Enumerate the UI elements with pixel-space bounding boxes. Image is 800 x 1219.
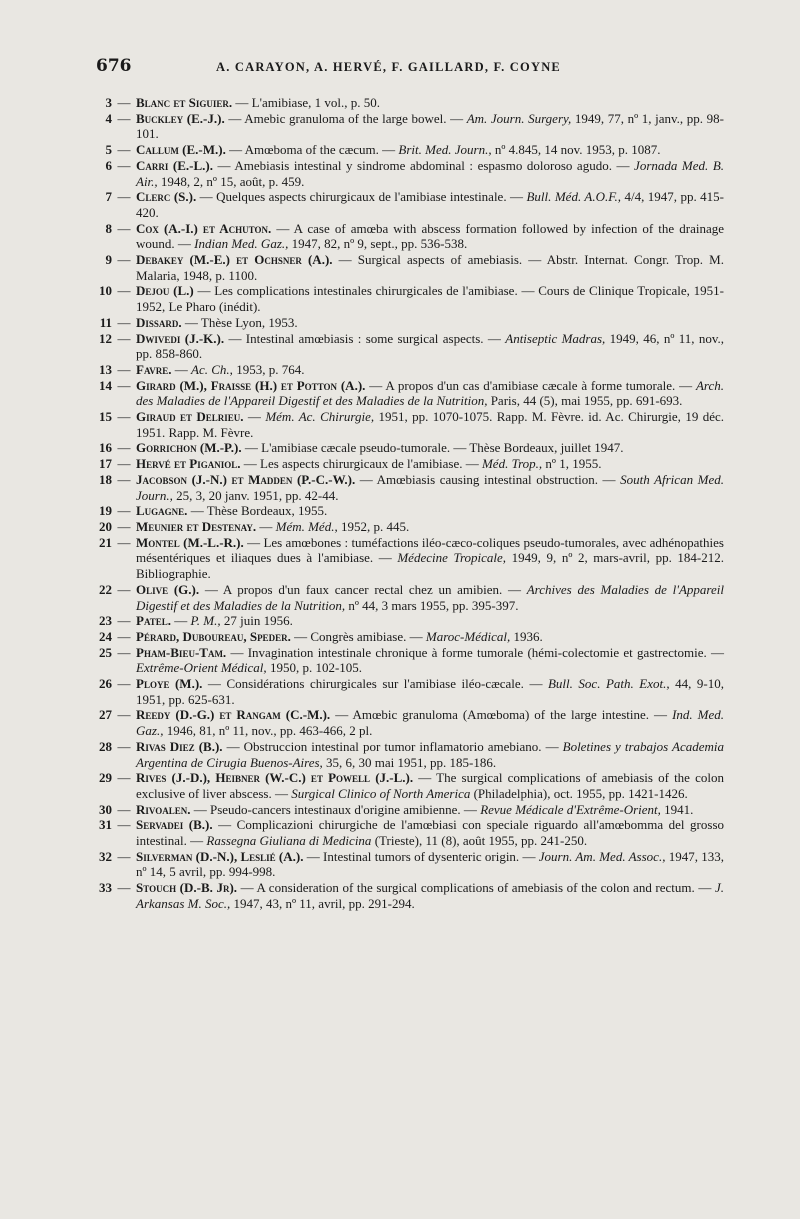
- reference-details: (Trieste), 11 (8), août 1955, pp. 241-250.: [371, 833, 588, 849]
- reference-entry: [90, 739, 724, 770]
- reference-authors: Rives (J.-D.), Heibner (W.-C.) et Powell (J.-L.).: [136, 770, 414, 786]
- reference-dash: —: [117, 110, 131, 126]
- reference-dash: —: [117, 157, 131, 173]
- reference-dash: —: [117, 503, 131, 519]
- reference-journal: Journ. Am. Med. Assoc.,: [538, 848, 666, 864]
- reference-number: 32: [99, 848, 112, 864]
- reference-text: [136, 645, 724, 676]
- reference-entry: [90, 503, 724, 519]
- reference-text: [136, 613, 724, 629]
- reference-text: [136, 472, 724, 503]
- reference-journal: Maroc-Médical,: [425, 628, 511, 644]
- reference-number: 22: [99, 581, 112, 597]
- reference-entry: [90, 378, 724, 409]
- reference-entry: [90, 880, 724, 911]
- reference-text: [136, 582, 724, 613]
- reference-body: — Les amœbones : tuméfactions iléo-cæco-coliques pseudo-tumorales, avec adhénopathies mésentériques et iliaques dues à l'amibiase. —: [136, 534, 724, 566]
- reference-journal: Méd. Trop.,: [481, 456, 543, 472]
- reference-body: — Thèse Lyon, 1953.: [181, 314, 298, 330]
- reference-details: nº 1, 1955.: [542, 456, 602, 472]
- reference-number: 29: [99, 770, 112, 786]
- reference-dash: —: [117, 880, 131, 896]
- reference-details: 1949, 46, nº 11, nov., pp. 858-860.: [136, 330, 724, 362]
- reference-body: —: [171, 361, 192, 377]
- reference-authors: Dissard.: [136, 314, 182, 330]
- reference-body: — Amœboma of the cæcum. —: [225, 142, 399, 158]
- reference-details: 1953, p. 764.: [232, 361, 305, 377]
- reference-journal: Extrême-Orient Médical,: [136, 660, 267, 676]
- reference-entry: [90, 283, 724, 314]
- reference-dash: —: [117, 95, 131, 110]
- reference-dash: —: [117, 770, 131, 786]
- reference-journal: Mém. Ac. Chirurgie,: [265, 409, 375, 425]
- reference-body: — A case of amœba with abscess formation followed by infection of the drainage wound. —: [136, 220, 724, 252]
- reference-authors: Lugagne.: [136, 503, 188, 519]
- reference-details: 1941.: [660, 801, 694, 817]
- reference-entry: [90, 707, 724, 738]
- reference-number: 8: [105, 220, 112, 236]
- reference-authors: Silverman (D.-N.), Leslié (A.).: [136, 848, 304, 864]
- reference-authors: Gorrichon (M.-P.).: [136, 440, 242, 456]
- reference-text: [136, 519, 724, 535]
- reference-entry: [90, 849, 724, 880]
- reference-body: — Amebiasis intestinal y sindrome abdominal : espasmo doloroso agudo. —: [213, 157, 635, 173]
- reference-authors: Reedy (D.-G.) et Rangam (C.-M.).: [136, 707, 331, 723]
- reference-journal: Archives des Maladies de l'Appareil Digestif et des Maladies de la Nutrition,: [136, 581, 724, 613]
- reference-dash: —: [117, 330, 131, 346]
- reference-authors: Jacobson (J.-N.) et Madden (P.-C.-W.).: [136, 471, 356, 487]
- reference-text: [136, 456, 724, 472]
- reference-dash: —: [117, 142, 131, 158]
- page-header: [96, 56, 726, 76]
- reference-entry: [90, 142, 724, 158]
- reference-body: — Obstruccion intestinal por tumor inflamatorio amebiano. —: [222, 738, 563, 754]
- reference-text: [136, 707, 724, 738]
- reference-text: [136, 802, 724, 818]
- reference-details: 1949, 9, nº 2, mars-avril, pp. 184-212. Bibliographie.: [136, 550, 724, 582]
- reference-authors: Ploye (M.).: [136, 676, 203, 692]
- reference-number: 5: [105, 142, 112, 158]
- reference-entry: [90, 362, 724, 378]
- reference-journal: Revue Médicale d'Extrême-Orient,: [480, 801, 661, 817]
- reference-number: 20: [99, 518, 112, 534]
- reference-authors: Servadei (B.).: [136, 817, 213, 833]
- reference-text: [136, 817, 724, 848]
- reference-entry: [90, 817, 724, 848]
- reference-journal: Mém. Méd.,: [275, 518, 338, 534]
- reference-list: [90, 95, 724, 912]
- reference-body: — Thèse Bordeaux, 1955.: [187, 503, 328, 519]
- reference-authors: Stouch (D.-B. Jr).: [136, 880, 238, 896]
- reference-authors: Rivas Diez (B.).: [136, 738, 223, 754]
- reference-journal: Ac. Ch.,: [191, 361, 233, 377]
- reference-text: [136, 142, 724, 158]
- reference-text: [136, 880, 724, 911]
- reference-entry: [90, 331, 724, 362]
- reference-authors: Debakey (M.-E.) et Ochsner (A.).: [136, 252, 333, 268]
- reference-entry: [90, 535, 724, 582]
- reference-dash: —: [117, 848, 131, 864]
- reference-dash: —: [117, 628, 131, 644]
- reference-text: [136, 315, 724, 331]
- reference-entry: [90, 158, 724, 189]
- reference-text: [136, 440, 724, 456]
- reference-dash: —: [117, 409, 131, 425]
- reference-authors: Giraud et Delrieu.: [136, 409, 244, 425]
- reference-number: 19: [99, 503, 112, 519]
- reference-dash: —: [117, 676, 131, 692]
- reference-text: [136, 535, 724, 582]
- reference-authors: Meunier et Destenay.: [136, 518, 257, 534]
- reference-details: 4/4, 1947, pp. 415-420.: [136, 189, 725, 220]
- reference-text: [136, 770, 724, 801]
- reference-dash: —: [117, 801, 131, 817]
- reference-number: 23: [99, 613, 112, 629]
- reference-dash: —: [117, 644, 131, 660]
- reference-dash: —: [117, 738, 131, 754]
- reference-number: 33: [99, 880, 112, 896]
- reference-details: 1950, p. 102-105.: [266, 660, 363, 676]
- reference-body: — Les aspects chirurgicaux de l'amibiase. —: [240, 456, 482, 472]
- reference-entry: [90, 582, 724, 613]
- reference-entry: [90, 111, 724, 142]
- reference-authors: Pérard, Duboureau, Speder.: [136, 628, 291, 644]
- reference-authors: Dwivedi (J.-K.).: [136, 330, 225, 346]
- reference-text: [136, 252, 724, 283]
- reference-authors: Buckley (E.-J.).: [136, 110, 225, 126]
- reference-journal: Bull. Soc. Path. Exot.,: [547, 676, 670, 692]
- reference-dash: —: [117, 534, 131, 550]
- reference-body: — L'amibiase, 1 vol., p. 50.: [232, 95, 381, 110]
- reference-details: (Philadelphia), oct. 1955, pp. 1421-1426.: [470, 785, 688, 801]
- reference-text: [136, 283, 724, 314]
- reference-dash: —: [117, 707, 131, 723]
- reference-journal: Surgical Clinico of North America: [291, 785, 471, 801]
- reference-body: — Congrès amibiase. —: [290, 628, 426, 644]
- reference-journal: Jornada Med. B. Air.,: [136, 157, 725, 189]
- reference-body: — Pseudo-cancers intestinaux d'origine amibienne. —: [190, 801, 481, 817]
- reference-journal: Bull. Méd. A.O.F.,: [526, 189, 622, 205]
- reference-number: 9: [105, 252, 112, 268]
- reference-authors: Dejou (L.): [136, 283, 194, 299]
- reference-dash: —: [117, 456, 131, 472]
- reference-number: 11: [99, 314, 112, 330]
- reference-journal: Rassegna Giuliana di Medicina: [206, 833, 372, 849]
- reference-number: 13: [99, 361, 112, 377]
- reference-authors: Callum (E.-M.).: [136, 142, 226, 158]
- reference-dash: —: [117, 471, 131, 487]
- reference-entry: [90, 676, 724, 707]
- reference-journal: Brit. Med. Journ.,: [398, 142, 492, 158]
- reference-authors: Rivoalen.: [136, 801, 191, 817]
- running-head: A. CARAYON, A. HERVÉ, F. GAILLARD, F. COYNE: [216, 60, 561, 74]
- reference-number: 17: [99, 456, 112, 472]
- reference-details: Paris, 44 (5), mai 1955, pp. 691-693.: [487, 393, 683, 409]
- reference-body: — Quelques aspects chirurgicaux de l'amibiase intestinale. —: [196, 189, 527, 205]
- reference-authors: Blanc et Siguier.: [136, 95, 233, 110]
- reference-text: [136, 331, 724, 362]
- reference-body: — A consideration of the surgical complications of amebiasis of the colon and rectum. —: [237, 880, 715, 896]
- reference-details: nº 4.845, 14 nov. 1953, p. 1087.: [491, 142, 661, 158]
- reference-number: 27: [99, 707, 112, 723]
- reference-authors: Pham-Bieu-Tam.: [136, 644, 227, 660]
- reference-entry: [90, 645, 724, 676]
- reference-dash: —: [117, 377, 131, 393]
- reference-body: — Considérations chirurgicales sur l'amibiase iléo-cæcale. —: [202, 676, 548, 692]
- reference-dash: —: [117, 252, 131, 268]
- reference-text: [136, 111, 724, 142]
- reference-entry: [90, 613, 724, 629]
- reference-authors: Cox (A.-I.) et Achuton.: [136, 220, 272, 236]
- reference-journal: Médecine Tropicale,: [397, 550, 507, 566]
- reference-details: 27 juin 1956.: [220, 613, 293, 629]
- page-number: 676: [96, 56, 132, 76]
- reference-dash: —: [117, 518, 131, 534]
- reference-entry: [90, 221, 724, 252]
- reference-authors: Montel (M.-L.-R.).: [136, 534, 244, 550]
- reference-number: 12: [99, 330, 112, 346]
- reference-journal: Boletines y trabajos Academia Argentina de Cirugia Buenos-Aires,: [136, 738, 725, 770]
- reference-authors: Girard (M.), Fraisse (H.) et Potton (A.).: [136, 377, 366, 393]
- reference-body: —: [243, 409, 266, 425]
- reference-body: — Les complications intestinales chirurgicales de l'amibiase. — Cours de Clinique Tropicale, 1951-1952, Le Pharo (inédit).: [136, 283, 724, 315]
- reference-body: — A propos d'un cas d'amibiase cæcale à forme tumorale. —: [365, 377, 696, 393]
- reference-journal: South African Med. Journ.,: [136, 471, 724, 503]
- reference-body: — Intestinal tumors of dysenteric origin. —: [303, 848, 539, 864]
- reference-dash: —: [117, 440, 131, 456]
- reference-journal: Antiseptic Madras,: [505, 330, 606, 346]
- reference-text: [136, 95, 724, 111]
- reference-details: 1951, pp. 1070-1075. Rapp. M. Fèvre. id. Ac. Chirurgie, 19 déc. 1951. Rapp. M. Fèvre.: [136, 409, 725, 440]
- reference-entry: [90, 252, 724, 283]
- reference-text: [136, 739, 724, 770]
- reference-journal: J. Arkansas M. Soc.,: [136, 880, 724, 911]
- reference-dash: —: [117, 189, 131, 205]
- reference-journal: Arch. des Maladies de l'Appareil Digestif et des Maladies de la Nutrition,: [136, 377, 724, 409]
- reference-number: 28: [99, 738, 112, 754]
- reference-number: 4: [105, 110, 112, 126]
- reference-text: [136, 189, 724, 220]
- reference-text: [136, 221, 724, 252]
- reference-entry: [90, 770, 724, 801]
- reference-details: 1947, 43, nº 11, avril, pp. 291-294.: [230, 895, 415, 911]
- reference-body: — Complicazioni chirurgiche de l'amœbiasi con speciale riguardo all'amœbomma del grosso intestinal. —: [136, 817, 724, 849]
- reference-number: 3: [105, 95, 112, 110]
- reference-details: 1948, 2, nº 15, août, p. 459.: [157, 173, 305, 189]
- reference-text: [136, 849, 724, 880]
- reference-body: —: [256, 518, 276, 534]
- reference-number: 6: [105, 157, 112, 173]
- reference-number: 21: [99, 534, 112, 550]
- reference-body: — Amœbic granuloma (Amœboma) of the large intestine. —: [330, 707, 673, 723]
- reference-body: — Amœbiasis causing intestinal obstruction. —: [355, 471, 621, 487]
- reference-authors: Clerc (S.).: [136, 189, 197, 205]
- reference-entry: [90, 519, 724, 535]
- reference-authors: Patel.: [136, 613, 172, 629]
- reference-text: [136, 503, 724, 519]
- reference-text: [136, 378, 724, 409]
- reference-number: 26: [99, 676, 112, 692]
- reference-entry: [90, 472, 724, 503]
- reference-journal: Indian Med. Gaz.,: [194, 236, 289, 252]
- reference-authors: Olive (G.).: [136, 581, 200, 597]
- reference-body: — Intestinal amœbiasis : some surgical aspects. —: [224, 330, 506, 346]
- reference-details: 1949, 77, nº 1, janv., pp. 98-101.: [136, 110, 724, 142]
- reference-number: 18: [99, 471, 112, 487]
- reference-body: — Amebic granuloma of the large bowel. —: [224, 110, 467, 126]
- reference-body: — The surgical complications of amebiasis of the colon exclusive of liver abscess. —: [136, 770, 724, 801]
- reference-body: — A propos d'un faux cancer rectal chez un amibien. —: [199, 581, 527, 597]
- reference-details: 1947, 133, nº 14, 5 avril, pp. 994-998.: [136, 848, 725, 880]
- reference-details: 1947, 82, nº 9, sept., pp. 536-538.: [288, 236, 468, 252]
- reference-dash: —: [117, 283, 131, 299]
- reference-number: 15: [99, 409, 112, 425]
- reference-body: — Surgical aspects of amebiasis. — Abstr. Internat. Congr. Trop. M. Malaria, 1948, p. 1100.: [136, 252, 724, 283]
- reference-text: [136, 676, 724, 707]
- reference-number: 7: [105, 189, 112, 205]
- reference-number: 10: [99, 283, 112, 299]
- reference-authors: Hervé et Piganiol.: [136, 456, 241, 472]
- reference-journal: Ind. Med. Gaz.,: [136, 707, 724, 739]
- reference-text: [136, 629, 724, 645]
- reference-entry: [90, 189, 724, 220]
- reference-dash: —: [117, 361, 131, 377]
- reference-text: [136, 409, 724, 440]
- reference-number: 16: [99, 440, 112, 456]
- reference-entry: [90, 440, 724, 456]
- reference-dash: —: [117, 220, 131, 236]
- reference-details: 44, 9-10, 1951, pp. 625-631.: [136, 676, 725, 707]
- reference-dash: —: [117, 613, 131, 629]
- reference-details: 1952, p. 445.: [337, 518, 410, 534]
- reference-text: [136, 362, 724, 378]
- reference-text: [136, 158, 724, 189]
- reference-authors: Carri (E.-L.).: [136, 157, 214, 173]
- reference-journal: P. M.,: [190, 613, 221, 629]
- reference-number: 30: [99, 801, 112, 817]
- reference-body: — Invagination intestinale chronique à forme tumorale (hémi-colectomie et gastrectomie. —: [226, 644, 724, 660]
- reference-number: 24: [99, 628, 112, 644]
- reference-number: 25: [99, 644, 112, 660]
- reference-body: — L'amibiase cæcale pseudo-tumorale. — Thèse Bordeaux, juillet 1947.: [241, 440, 624, 456]
- reference-entry: [90, 456, 724, 472]
- reference-entry: [90, 409, 724, 440]
- reference-dash: —: [117, 817, 131, 833]
- reference-journal: Am. Journ. Surgery,: [466, 110, 572, 126]
- reference-entry: [90, 629, 724, 645]
- reference-dash: —: [117, 314, 131, 330]
- reference-number: 31: [99, 817, 112, 833]
- reference-entry: [90, 315, 724, 331]
- reference-details: 25, 3, 20 janv. 1951, pp. 42-44.: [172, 487, 339, 503]
- reference-details: 35, 6, 30 mai 1951, pp. 185-186.: [322, 754, 497, 770]
- reference-entry: [90, 95, 724, 111]
- reference-details: 1936.: [510, 628, 543, 644]
- reference-details: nº 44, 3 mars 1955, pp. 395-397.: [345, 597, 519, 613]
- reference-number: 14: [99, 377, 112, 393]
- reference-details: 1946, 81, nº 11, nov., pp. 463-466, 2 pl.: [163, 723, 373, 739]
- reference-dash: —: [117, 581, 131, 597]
- reference-entry: [90, 802, 724, 818]
- reference-body: —: [171, 613, 191, 629]
- reference-authors: Favre.: [136, 361, 172, 377]
